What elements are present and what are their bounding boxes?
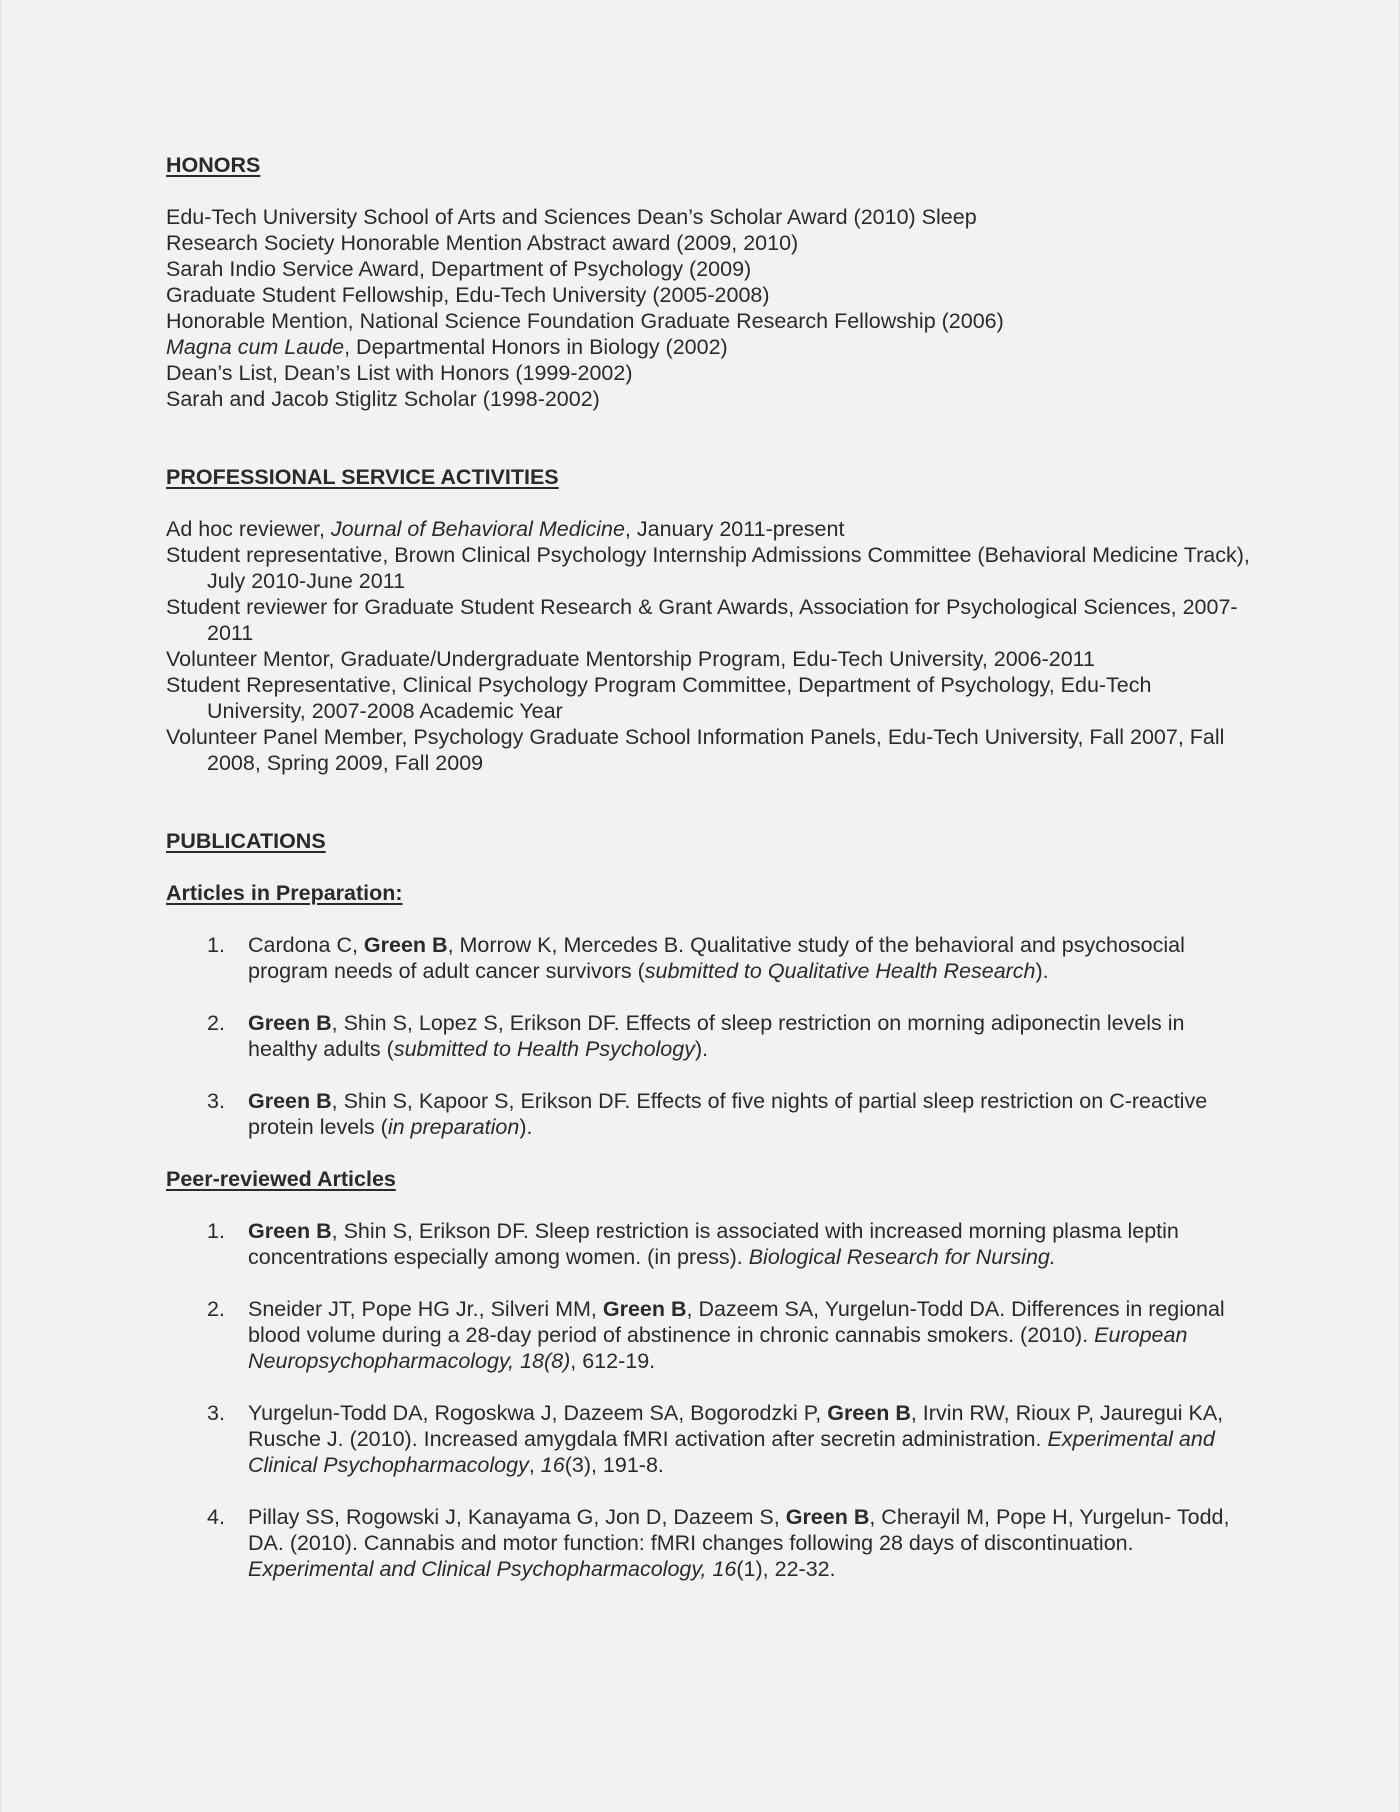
service-item-text: , January 2011-present <box>624 517 845 541</box>
article-text: , Cherayil M, Pope H, Yurgelun- Todd, DA. (2010). Cannabis and motor function: fMRI changes following 28 days of discontinuation. <box>248 1505 1230 1555</box>
article-number: 2. <box>207 1011 225 1035</box>
peer-article <box>166 1296 1256 1374</box>
peer-article <box>166 1400 1256 1478</box>
honors-item-text: , Departmental Honors in Biology (2002) <box>344 335 728 359</box>
honors-item: Research Society Honorable Mention Abstract award (2009, 2010) <box>166 231 799 255</box>
honors-item: Graduate Student Fellowship, Edu-Tech University (2005-2008) <box>166 283 770 307</box>
peer-article <box>166 1218 1256 1270</box>
article-author-highlight: Green B <box>785 1505 870 1529</box>
article-text: ). <box>1035 959 1049 983</box>
article-text: , Irvin RW, Rioux P, Jauregui KA, Rusche J. (2010). Increased amygdala fMRI activation after secretin administration. <box>248 1401 1224 1451</box>
peer-list <box>166 1218 1256 1582</box>
article-number: 1. <box>207 1219 225 1243</box>
article-venue: European Neuropsychopharmacology, 18(8) <box>248 1323 1188 1373</box>
article-text: Sneider JT, Pope HG Jr., Silveri MM, <box>248 1297 603 1321</box>
service-item <box>166 516 1256 542</box>
prep-article <box>166 932 1256 984</box>
article-text: Yurgelun-Todd DA, Rogoskwa J, Dazeem SA, Bogorodzki P, <box>248 1401 828 1425</box>
honors-list <box>166 204 1256 412</box>
service-heading: PROFESSIONAL SERVICE ACTIVITIES <box>166 465 559 489</box>
article-text: , Shin S, Kapoor S, Erikson DF. Effects of five nights of partial sleep restriction on C-reactive protein levels ( <box>248 1089 1208 1139</box>
honors-item: Sarah Indio Service Award, Department of Psychology (2009) <box>166 257 752 281</box>
article-venue: in preparation <box>387 1115 520 1139</box>
honors-item: Sarah and Jacob Stiglitz Scholar (1998-2002) <box>166 387 600 411</box>
service-item: Student Representative, Clinical Psychology Program Committee, Department of Psychology, Edu-Tech University, 2007-2008 Academic Year <box>166 673 1152 723</box>
service-item-journal: Journal of Behavioral Medicine <box>330 517 625 541</box>
peer-article <box>166 1504 1256 1582</box>
article-text: , Morrow K, Mercedes B. Qualitative study of the behavioral and psychosocial program needs of adult cancer survivors ( <box>248 933 1185 983</box>
honors-item-italic: Magna cum Laude <box>166 335 345 359</box>
peer-heading: Peer-reviewed Articles <box>166 1167 396 1191</box>
article-venue: Biological Research for Nursing. <box>748 1245 1056 1269</box>
article-author-highlight: Green B <box>363 933 448 957</box>
article-text: , Shin S, Erikson DF. Sleep restriction is associated with increased morning plasma leptin concentrations especially among women. (in press). <box>248 1219 1179 1269</box>
article-venue: submitted to Health Psychology <box>393 1037 695 1061</box>
prep-list <box>166 932 1256 1140</box>
article-author-highlight: Green B <box>248 1089 332 1113</box>
prep-article <box>166 1088 1256 1140</box>
publications-heading: PUBLICATIONS <box>166 829 326 853</box>
honors-heading: HONORS <box>166 153 261 177</box>
service-item: Volunteer Mentor, Graduate/Undergraduate Mentorship Program, Edu-Tech University, 2006-2011 <box>166 647 1095 671</box>
honors-item: Honorable Mention, National Science Foundation Graduate Research Fellowship (2006) <box>166 309 1004 333</box>
article-text: ). <box>519 1115 533 1139</box>
article-number: 4. <box>207 1505 225 1529</box>
article-number: 2. <box>207 1297 225 1321</box>
service-item: Student representative, Brown Clinical Psychology Internship Admissions Committee (Behavioral Medicine Track), July 2010-June 2011 <box>166 543 1250 593</box>
article-volume: 16 <box>540 1453 565 1477</box>
article-text: , 612-19. <box>570 1349 656 1373</box>
service-list <box>166 516 1256 776</box>
article-author-highlight: Green B <box>602 1297 687 1321</box>
article-text: (3), 191-8. <box>564 1453 664 1477</box>
honors-item: Dean’s List, Dean’s List with Honors (1999-2002) <box>166 361 633 385</box>
article-author-highlight: Green B <box>827 1401 911 1425</box>
document-content <box>166 152 1256 1582</box>
article-text: , Dazeem SA, Yurgelun-Todd DA. Differences in regional blood volume during a 28-day period of abstinence in chronic cannabis smokers. (2010). <box>248 1297 1225 1347</box>
article-text: , Shin S, Lopez S, Erikson DF. Effects of sleep restriction on morning adiponectin levels in healthy adults ( <box>248 1011 1185 1061</box>
article-venue: submitted to Qualitative Health Research <box>644 959 1036 983</box>
prep-heading: Articles in Preparation: <box>166 881 403 905</box>
article-text: Cardona C, <box>248 933 364 957</box>
service-item: Volunteer Panel Member, Psychology Graduate School Information Panels, Edu-Tech University, Fall 2007, Fall 2008, Spring 2009, Fall 2009 <box>166 725 1225 775</box>
honors-item: Edu-Tech University School of Arts and Sciences Dean’s Scholar Award (2010) Sleep <box>166 205 977 229</box>
article-text: ). <box>694 1037 709 1061</box>
honors-item <box>166 334 1256 360</box>
article-author-highlight: Green B <box>248 1219 332 1243</box>
article-number: 3. <box>207 1089 225 1113</box>
service-item: Student reviewer for Graduate Student Research & Grant Awards, Association for Psychological Sciences, 2007-2011 <box>166 595 1238 645</box>
article-text: (1), 22-32. <box>736 1557 836 1581</box>
article-number: 3. <box>207 1401 225 1425</box>
prep-article <box>166 1010 1256 1062</box>
article-text: Pillay SS, Rogowski J, Kanayama G, Jon D, Dazeem S, <box>248 1505 786 1529</box>
article-text: , <box>528 1453 541 1477</box>
service-item-text: Ad hoc reviewer, <box>166 517 331 541</box>
article-venue: Experimental and Clinical Psychopharmacology, 16 <box>248 1557 737 1581</box>
article-venue: Experimental and Clinical Psychopharmacology <box>248 1427 1215 1477</box>
article-author-highlight: Green B <box>248 1011 332 1035</box>
article-number: 1. <box>207 933 225 957</box>
